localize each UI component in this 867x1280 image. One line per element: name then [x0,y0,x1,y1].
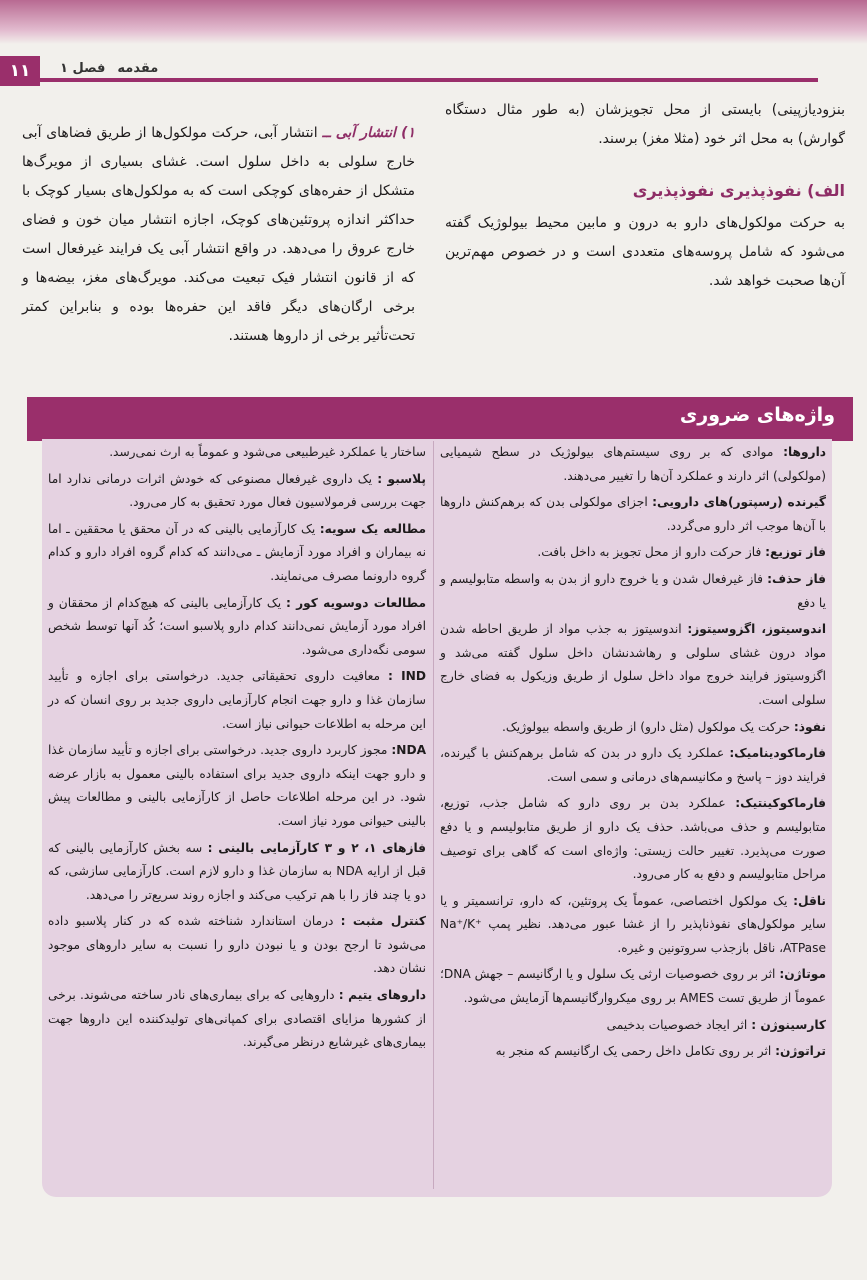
glossary-definition: ساختار یا عملکرد غیرطبیعی می‌شود و عموماً به ارث نمی‌رسد. [109,445,426,459]
diffusion-paragraph [22,119,415,351]
glossary-left-column [48,441,426,1058]
glossary-entry [440,742,826,789]
diffusion-body: انتشار آبی، حرکت مولکول‌ها از طریق فضاهای آبی خارج سلولی به داخل سلول است. غشای بسیاری از مویرگ‌ها متشکل از حفره‌های کوچکی است که به مولکول‌های بسیار کوچک با حداکثر اندازه پروتئین‌های کوچک، اجازه انتشار میان خون و فضای خارج عروق را می‌دهد. در واقع انتشار آبی یک فرایند غیرفعال است که از قانون انتشار فیک تبعیت می‌کند. مویرگ‌های مغز، بیضه‌ها و برخی ارگان‌های دیگر فاقد این حفره‌ها بوده و بنابراین کمتر تحت‌تأثیر برخی از داروها هستند. [22,125,415,344]
glossary-entry [440,618,826,712]
section-heading: الف) نفوذپذیری نفوذپذیری [632,181,845,200]
glossary-term: IND : [387,669,426,684]
glossary-banner [27,397,853,441]
section-label: مقدمه [117,61,159,76]
section-body: به حرکت مولکول‌های دارو به درون و مابین محیط بیولوژیک گفته می‌شود که شامل پروسه‌های متعددی است و در خصوص مهم‌ترین آن‌ها صحبت خواهد شد. [445,215,845,289]
running-title [60,61,158,76]
glossary-term: مطالعه یک سویه: [319,521,426,536]
glossary-entry [440,491,826,538]
page-header [0,56,818,86]
glossary-entry [48,592,426,663]
glossary-title: واژه‌های ضروری [679,404,835,426]
diffusion-heading: ۱) انتشار آبی ــ [322,125,415,141]
glossary-entry [440,441,826,488]
left-text-column [22,119,415,351]
right-text-column [445,96,845,296]
glossary-definition: اجزای مولکولی بدن که برهم‌کنش داروها با آن‌ها موجب اثر دارو می‌گردد. [440,495,826,533]
glossary-definition: اندوسیتوز به جذب مواد از طریق احاطه شدن مواد درون غشای سلولی و رهاشدنشان داخل سلول گفته می‌شد و اگزوسیتوز فرایند خروج مواد داخل سلول از طریق وزیکول به فضای خارج سلولی است. [440,622,826,707]
glossary-term: نفوذ: [793,719,826,734]
glossary-term: NDA: [391,743,426,758]
glossary-definition: یک کارآزمایی بالینی که هیچ‌کدام از محققان و افراد مورد آزمایش نمی‌دانند کدام دارو پلاسبو است؛ کُد آنها توسط شخص سومی نگه‌داری می‌شود. [48,595,426,657]
glossary-definition: سه بخش کارآزمایی بالینی که قبل از ارایه NDA به سازمان غذا و دارو لازم است. کارآزمایی سازشی، که دو یا چند فاز را با هم ترکیب می‌کند و اجازه روند سریع‌تر را می‌دهد. [48,840,426,902]
glossary-entry [48,984,426,1055]
glossary-entry [48,837,426,908]
glossary-definition: اثر ایجاد خصوصیات بدخیمی [606,1017,748,1032]
glossary-definition: یک کارآزمایی بالینی که در آن محقق یا محققین ـ اما نه بیماران و افراد مورد آزمایش ـ می‌دانند که کدام گروه افراد دارو و کدام گروه دارونما مصرف می‌نمایند. [48,521,426,583]
glossary-term: فاز حذف: [767,571,827,586]
header-rule [40,78,818,82]
glossary-definition: فاز غیرفعال شدن و یا خروج دارو از بدن به واسطه متابولیسم و یا دفع [440,571,826,610]
chapter-label: فصل ۱ [60,61,106,76]
glossary-entry [48,518,426,589]
glossary-entry [48,665,426,736]
glossary-term: کنترل مثبت : [340,914,427,929]
page-number: ۱۱ [0,56,40,86]
glossary-entry [440,792,826,886]
glossary-entry [440,541,826,565]
glossary-term: تراتوژن: [775,1044,826,1059]
glossary-entry [48,468,426,515]
glossary-definition: اثر بر روی خصوصیات ارثی یک سلول و یا ارگانیسم – جهش ‎DNA‎؛ عموماً از طریق تست ‎AMES‎ بر روی میکروارگانیسم‌ها آزمایش می‌شود. [440,967,826,1006]
glossary-term: فاز توزیع: [765,545,826,560]
glossary-entry [440,1014,826,1038]
glossary-definition: معافیت داروی تحقیقاتی جدید. درخواستی برای اجازه و تأیید سازمان غذا و دارو جهت انجام کارآزمایی داروی جدید بر روی انسان که در این مرحله به اطلاعات حیوانی نیاز است. [48,669,426,731]
glossary-definition: اثر بر روی تکامل داخل رحمی یک ارگانیسم که منجر به [495,1044,772,1059]
glossary-entry [48,910,426,981]
glossary-definition: داروهایی که برای بیماری‌های نادر ساخته می‌شوند. برخی از کشورها مزایای اقتصادی برای کمپانی‌های تولیدکننده این داروها جهت بیماری‌های غیرشایع درنظر می‌گیرند. [48,988,426,1050]
glossary-term: فارماکوکینتیک: [735,796,827,811]
glossary-definition: درمان استاندارد شناخته شده که در کنار پلاسبو داده می‌شود تا ارجح بودن و یا نبودن دارو را نسبت به سایر داروهای موجود نشان دهد. [48,914,426,976]
glossary-definition: یک مولکول اختصاصی، عموماً یک پروتئین، که دارو، ترانسمیتر و یا سایر مولکول‌های نفوذناپذیر را از غشا عبور می‌دهد. نظیر پمپ ‎Na⁺/K⁺ ATPase‎، ناقل بازجذب سروتونین و غیره. [440,893,826,955]
glossary-term: فازهای ۱، ۲ و ۳ کارآزمایی بالینی : [207,840,427,855]
top-color-band [0,0,867,44]
glossary-term: اندوسیتوز، اگزوسیتوز: [687,622,826,637]
glossary-definition: موادی که بر روی سیستم‌های بیولوژیک در سطح شیمیایی (مولکولی) اثر دارند و عملکرد آن‌ها را تغییر می‌دهند. [440,445,826,483]
glossary-definition: یک داروی غیرفعال مصنوعی که خودش اثرات درمانی ندارد اما جهت بررسی فرمولاسیون فعال مورد تحقیق به کار می‌رود. [48,471,426,510]
glossary-term: موتاژن: [779,967,826,982]
glossary-term: داروها: [783,445,827,459]
glossary-term: کارسینوژن : [751,1017,826,1032]
glossary-term: فارماکودینامیک: [729,746,826,761]
glossary-term: پلاسبو : [377,471,426,486]
glossary-column-divider [433,441,434,1189]
intro-paragraph: بنزودیازپینی) بایستی از محل تجویزشان (به طور مثال دستگاه گوارش) به محل اثر خود (مثلا مغز) برسند. [445,102,845,147]
glossary-term: گیرنده (رسپتور)های دارویی: [652,495,826,510]
glossary-entry [440,568,826,615]
glossary-entry [440,716,826,740]
glossary-definition: عملکرد یک دارو در بدن که شامل برهم‌کنش با گیرنده، فرایند دوز – پاسخ و مکانیسم‌های درمانی و سمی است. [440,746,826,784]
glossary-right-column [440,441,826,1067]
glossary-definition: حرکت یک مولکول (مثل دارو) از طریق واسطه بیولوژیک. [502,719,790,734]
glossary-entry [440,1040,826,1064]
glossary-entry [48,739,426,833]
glossary-definition: مجوز کاربرد داروی جدید. درخواستی برای اجازه و تأیید سازمان غذا و دارو جهت اینکه داروی جدید برای استفاده بالینی معمول به بازار عرضه شود. در این مرحله اطلاعات حاصل از کارآزمایی بالینی و مطالعات پیش بالینی حیوانی مورد نیاز است. [48,743,426,828]
glossary-entry [440,963,826,1010]
glossary-term: ناقل: [793,893,826,908]
glossary-definition: عملکرد بدن بر روی دارو که شامل جذب، توزیع، متابولیسم و حذف می‌باشد. حذف یک دارو از طریق متابولیسم و یا دفع صورت می‌پذیرد. تغییر حالت زیستی: واژه‌ای است که گاهی برای توصیف مراحل متابولیسم و دفع به کار می‌رود. [440,796,826,882]
glossary-term: داروهای یتیم : [338,988,427,1003]
glossary-term: مطالعات دوسویه کور : [286,595,427,610]
glossary-entry [48,441,426,465]
glossary-entry [440,890,826,961]
glossary-definition: فاز حرکت دارو از محل تجویز به داخل بافت. [537,545,762,560]
